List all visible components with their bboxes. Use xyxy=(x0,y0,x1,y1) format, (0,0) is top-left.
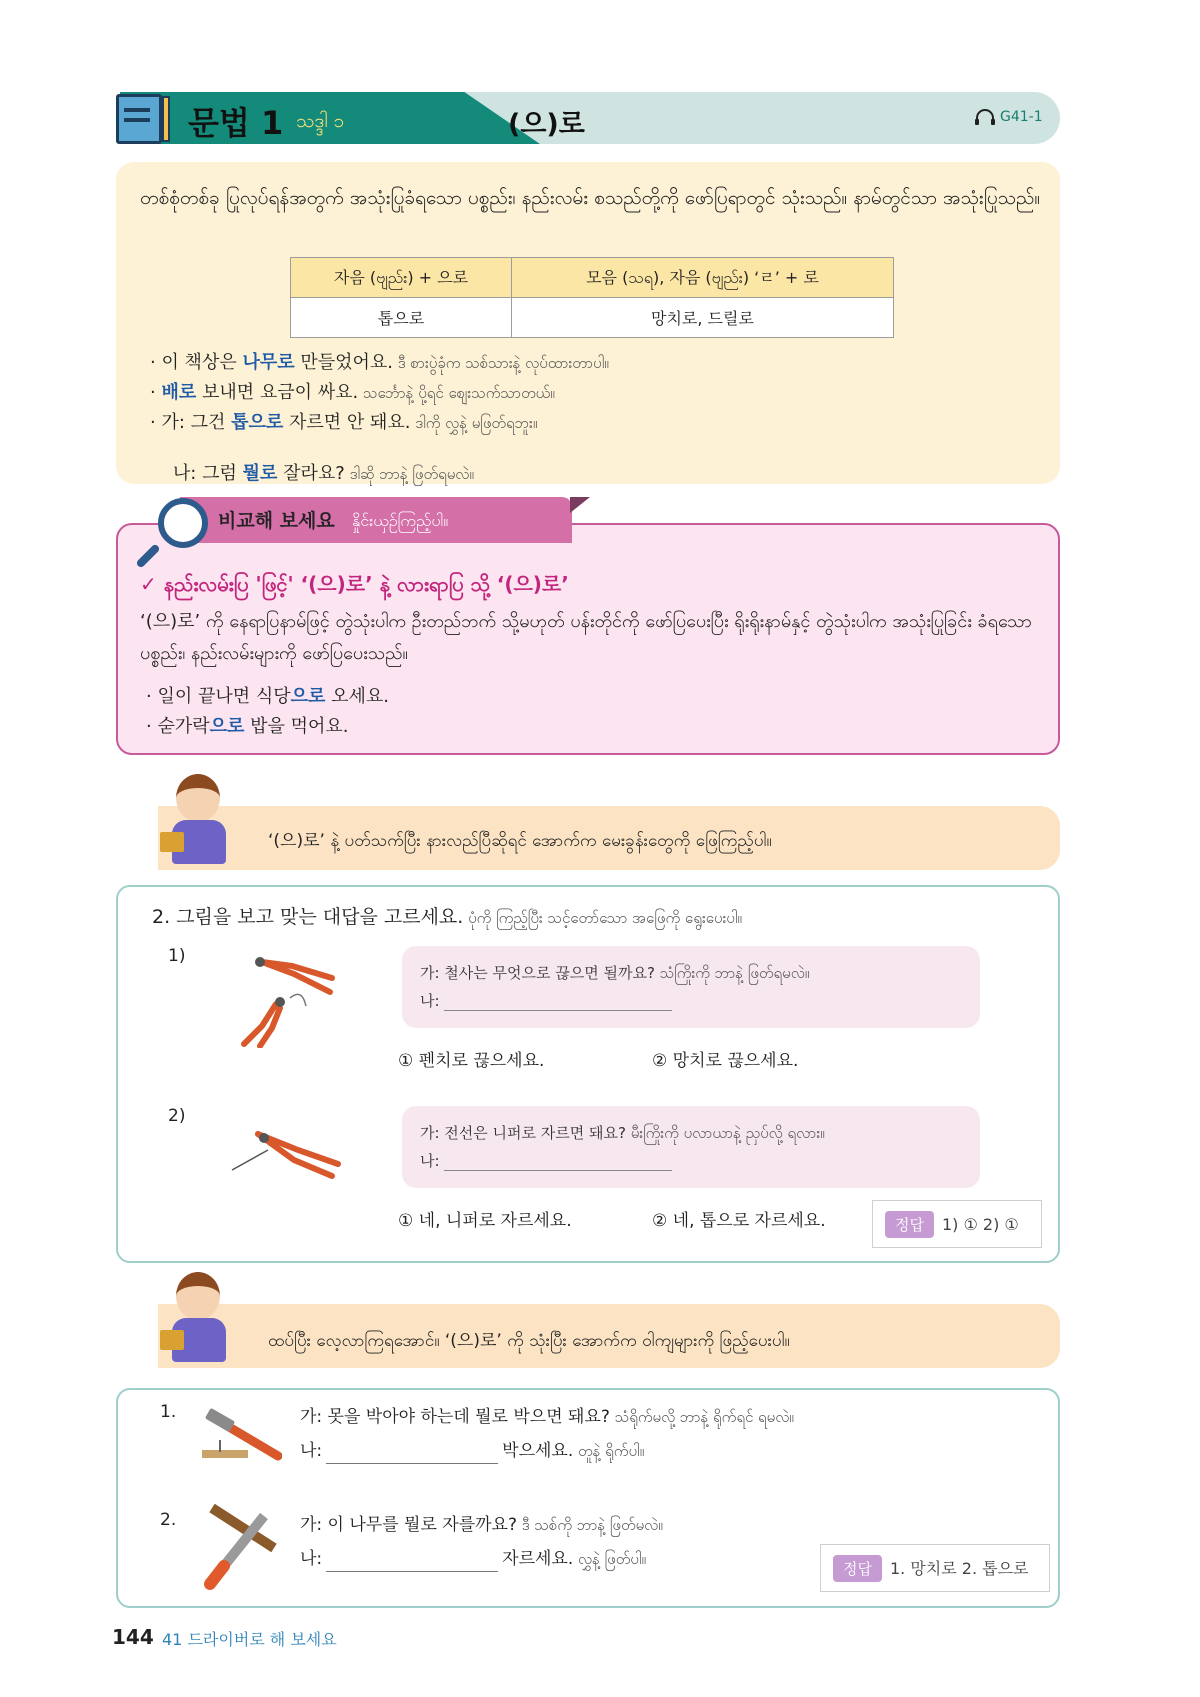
dialogue-question: 가: 이 나무를 뭘로 자를까요? ဒီ သစ်ကို ဘာနဲ့ ဖြတ်မလဲ။ xyxy=(300,1515,663,1535)
chapter-title: 41 드라이버로 해 보세요 xyxy=(162,1630,337,1649)
compare-title: 비교해 보세요 xyxy=(218,510,335,532)
choice-option[interactable]: ① 네, 니퍼로 자르세요. xyxy=(398,1211,572,1231)
compare-text: ‘(으)로’ ကို နေရာပြနာမ်ဖြင့် တွဲသုံးပါက ဦးတည်ဘက် သို့မဟုတ် ပန်းတိုင်ကို ဖော်ပြပေးပြီး ရိုးရိုးနာမ်နှင့် တွဲသုံးပါက အသုံးပြုခြင်း ခံရသော ပစ္စည်း၊ နည်းလမ်းများကို ဖော်ပြပေးသည်။ xyxy=(140,611,1032,664)
answer-blank[interactable] xyxy=(444,997,672,1011)
dialogue-answer: 나: xyxy=(420,990,672,1011)
question-number: 2) xyxy=(168,1106,186,1126)
table-example-consonant: 톱으로 xyxy=(291,298,512,338)
grammar-pattern: (으)로 xyxy=(508,109,585,140)
explanation-text: တစ်စုံတစ်ခု ပြုလုပ်ရန်အတွက် အသုံးပြုခံရသော ပစ္စည်း၊ နည်းလမ်း စသည်တို့ကို ဖော်ပြရာတွင် သုံးသည်။ နာမ်တွင်သာ အသုံးပြုသည်။ xyxy=(140,187,1041,209)
answer-key: 정답 1) ① 2) ① xyxy=(872,1200,1042,1248)
book-icon-line xyxy=(124,118,150,122)
table-example-vowel: 망치로, 드릴로 xyxy=(511,298,893,338)
dialogue-answer: 나: 자르세요. လွှနဲ့ ဖြတ်ပါ။ xyxy=(300,1544,646,1572)
conjugation-table xyxy=(290,257,894,338)
choice-option[interactable]: ② 네, 톱으로 자르세요. xyxy=(652,1211,826,1231)
dialogue-answer: 나: 박으세요. တူနဲ့ ရိုက်ပါ။ xyxy=(300,1436,644,1464)
pencil-icon xyxy=(162,96,170,142)
compare-subtitle: နှိုင်းယှဉ်ကြည့်ပါ။ xyxy=(352,511,449,530)
answer-blank[interactable] xyxy=(444,1157,672,1171)
question-number: 2. xyxy=(160,1510,177,1530)
teacher-icon xyxy=(160,1268,238,1364)
book-icon-line xyxy=(124,108,150,112)
compare-example: · 일이 끝나면 식당으로 오세요. xyxy=(146,686,389,707)
dialogue-answer: 나: xyxy=(420,1150,672,1171)
dialogue-bubble xyxy=(402,1106,980,1188)
magnifier-icon xyxy=(158,498,208,548)
page-number: 144 xyxy=(112,1625,154,1649)
dialogue-bubble xyxy=(402,946,980,1028)
example-sentence: · 가: 그건 톱으로 자르면 안 돼요. ဒါကို လွှနဲ့ မဖြတ်ရဘူး။ xyxy=(150,412,538,433)
example-sentence: 나: 그럼 뭘로 잘라요? ဒါဆို ဘာနဲ့ ဖြတ်ရမလဲ။ xyxy=(161,463,474,484)
table-header-vowel: 모음 (သရ), 자음 (ဗျည်း) ‘ㄹ’ + 로 xyxy=(511,258,893,298)
pliers-icon xyxy=(232,948,342,1048)
compare-heading: ✓ နည်းလမ်းပြ 'ဖြင့်' ‘(으)로’ နဲ့ လားရာပြ သို့ ‘(으)로’ xyxy=(140,572,569,596)
dialogue-question: 가: 전선은 니퍼로 자르면 돼요? မီးကြိုးကို ပလာယာနဲ့ ညှပ်လို့ ရလား။ xyxy=(420,1124,825,1142)
audio-track-code[interactable]: G41-1 xyxy=(1000,109,1043,125)
instruction-text: ‘(으)로’ နဲ့ ပတ်သက်ပြီး နားလည်ပြီဆိုရင် အောက်က မေးခွန်းတွေကို ဖြေကြည့်ပါ။ xyxy=(268,831,772,851)
dialogue-question: 가: 철사는 무엇으로 끊으면 될까요? သံကြိုးကို ဘာနဲ့ ဖြတ်ရမလဲ။ xyxy=(420,964,810,982)
grammar-subtitle: သဒ္ဒါ ၁ xyxy=(296,110,345,132)
wire-cutter-icon xyxy=(228,1120,348,1180)
compare-example: · 숟가락으로 밥을 먹어요. xyxy=(146,716,349,737)
instruction-text: ထပ်ပြီး လေ့လာကြရအောင်။ ‘(으)로’ ကို သုံးပြီး အောက်က ဝါကျများကို ဖြည့်ပေးပါ။ xyxy=(268,1331,790,1351)
headphones-icon[interactable] xyxy=(974,108,996,126)
choice-option[interactable]: ② 망치로 끊으세요. xyxy=(652,1051,799,1071)
question-number: 1. xyxy=(160,1402,177,1422)
example-sentence: · 배로 보내면 요금이 싸요. သင်္ဘောနဲ့ ပို့ရင် စျေးသက်သာတယ်။ xyxy=(150,382,555,403)
hammer-icon xyxy=(198,1404,282,1464)
answer-blank[interactable] xyxy=(326,1448,498,1464)
saw-icon xyxy=(198,1500,282,1592)
teacher-icon xyxy=(160,770,238,866)
grammar-title: 문법 1 xyxy=(188,104,284,142)
table-header-consonant: 자음 (ဗျည်း) + 으로 xyxy=(291,258,512,298)
exercise-2-title: 2. 그림을 보고 맞는 대답을 고르세요. ပုံကို ကြည့်ပြီး သင့်တော်သော အဖြေကို ရွေးပေးပါ။ xyxy=(152,906,742,928)
question-number: 1) xyxy=(168,946,186,966)
choice-option[interactable]: ① 펜치로 끊으세요. xyxy=(398,1051,545,1071)
dialogue-question: 가: 못을 박아야 하는데 뭘로 박으면 돼요? သံရိုက်မလို့ ဘာနဲ့ ရိုက်ရင် ရမလဲ။ xyxy=(300,1407,794,1427)
compare-tab-fold xyxy=(570,497,590,513)
example-sentence: · 이 책상은 나무로 만들었어요. ဒီ စားပွဲခုံက သစ်သားနဲ့ လုပ်ထားတာပါ။ xyxy=(150,352,609,373)
answer-key: 정답 1. 망치로 2. 톱으로 xyxy=(820,1544,1050,1592)
answer-blank[interactable] xyxy=(326,1556,498,1572)
